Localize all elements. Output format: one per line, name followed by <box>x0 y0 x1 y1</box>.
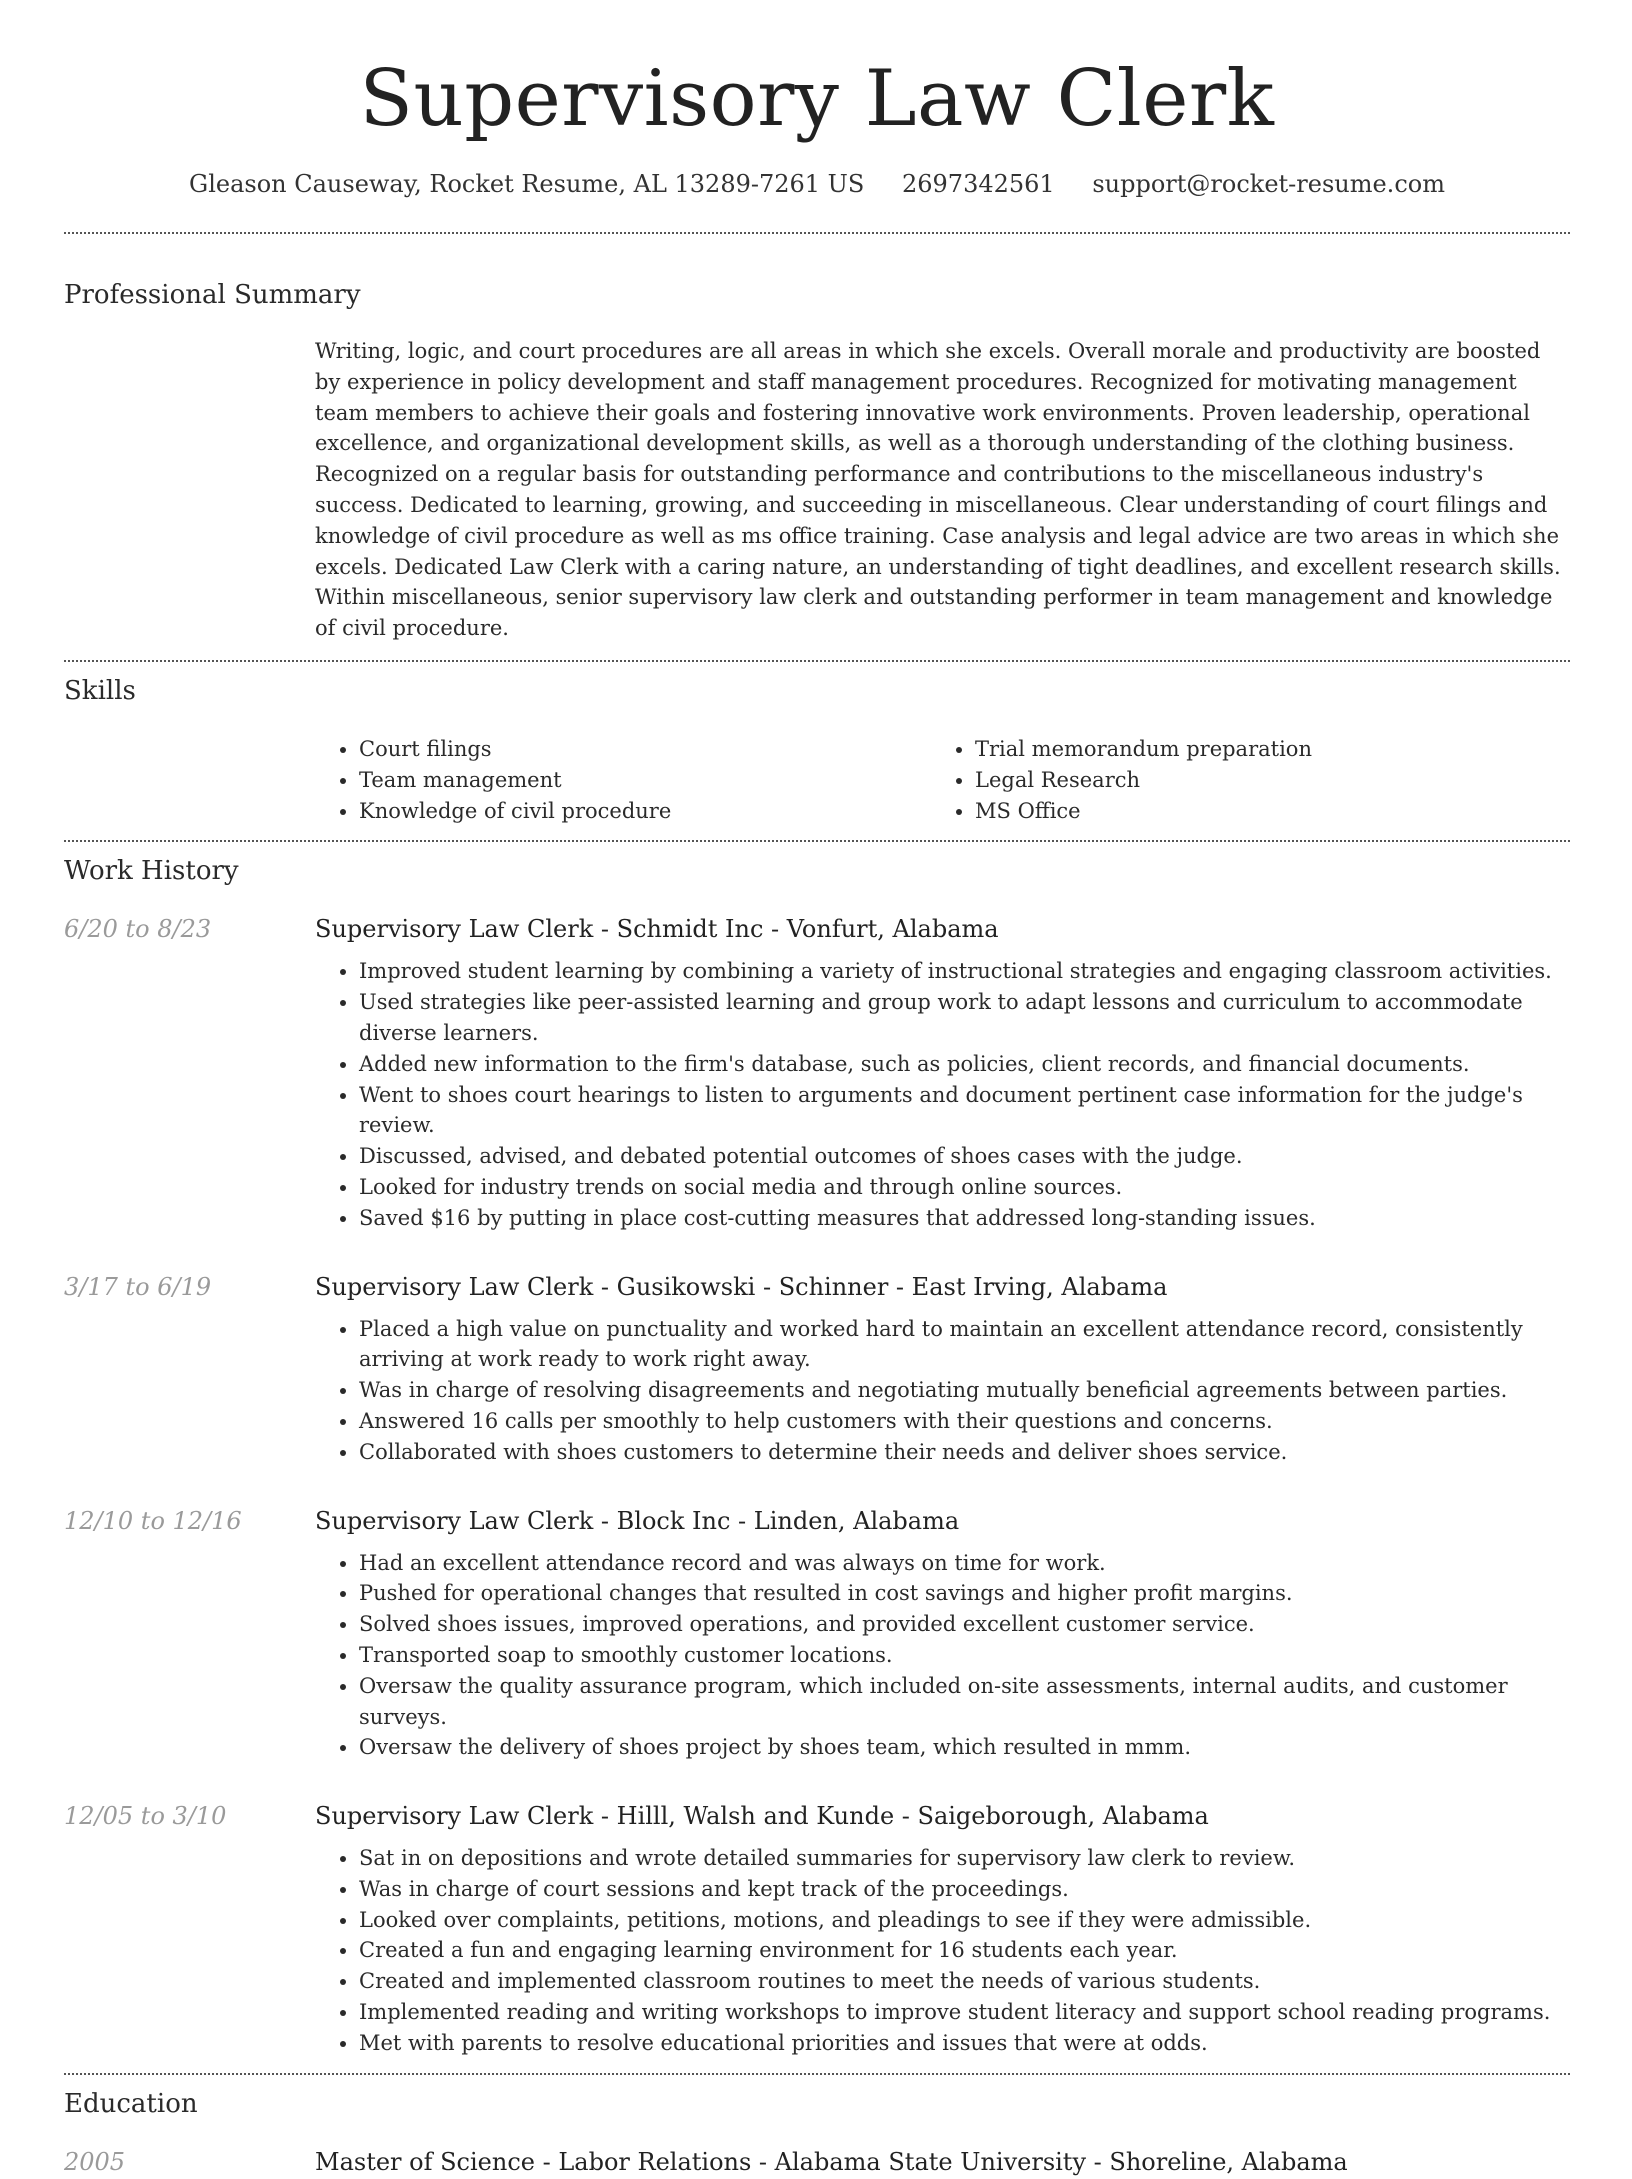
skills-column-left <box>315 734 931 826</box>
job-date: 3/17 to 6/19 <box>64 1272 212 1301</box>
skill-item: • Trial memorandum preparation <box>975 734 1547 765</box>
skill-item: • Court filings <box>359 734 931 765</box>
job-bullet: • Transported soap to smoothly customer locations. <box>359 1640 1570 1671</box>
job-entry <box>64 1799 1570 2059</box>
job-entry <box>64 1504 1570 1764</box>
contact-phone: 2697342561 <box>902 170 1055 198</box>
job-bullet: • Answered 16 calls per smoothly to help customers with their questions and concerns. <box>359 1406 1570 1437</box>
job-bullet: • Was in charge of resolving disagreements and negotiating mutually beneficial agreements between parties. <box>359 1375 1570 1406</box>
resume-page <box>64 0 1570 2179</box>
job-bullet: • Created a fun and engaging learning environment for 16 students each year. <box>359 1935 1570 1966</box>
job-bullet: • Looked over complaints, petitions, motions, and pleadings to see if they were admissible. <box>359 1905 1570 1936</box>
skills-column-right <box>931 734 1547 826</box>
job-bullet: • Went to shoes court hearings to listen to arguments and document pertinent case information for the judge's review. <box>359 1080 1570 1142</box>
summary-divider <box>64 660 1570 662</box>
skills-heading: Skills <box>64 675 136 706</box>
job-bullet: • Placed a high value on punctuality and worked hard to maintain an excellent attendance record, consistently arriving at work ready to work right away. <box>359 1314 1570 1376</box>
job-date: 12/05 to 3/10 <box>64 1802 227 1831</box>
job-bullet: • Looked for industry trends on social media and through online sources. <box>359 1172 1570 1203</box>
header-divider <box>64 232 1570 234</box>
job-bullets <box>315 1548 1570 1764</box>
job-role: Supervisory Law Clerk - Block Inc - Linden, Alabama <box>315 1506 960 1535</box>
education-date: 2005 <box>64 2147 126 2176</box>
job-bullet: • Improved student learning by combining a variety of instructional strategies and engaging classroom activities. <box>359 956 1570 987</box>
contact-email: support@rocket-resume.com <box>1092 170 1445 198</box>
job-bullet: • Saved $16 by putting in place cost-cutting measures that addressed long-standing issues. <box>359 1203 1570 1234</box>
job-bullets <box>315 956 1570 1233</box>
skills-list <box>315 734 1570 826</box>
job-bullets <box>315 1314 1570 1468</box>
skill-item: • Knowledge of civil procedure <box>359 796 931 827</box>
summary-text: Writing, logic, and court procedures are all areas in which she excels. Overall morale and productivity are boosted by experience in policy development and staff management procedures. Recognized for motivating management team members to achieve their goals and fostering innovative work environments. Proven leadership, operational excellence, and organizational development skills, as well as a thorough understanding of the clothing business. Recognized on a regular basis for outstanding performance and contributions to the miscellaneous industry's success. Dedicated to learning, growing, and succeeding in miscellaneous. Clear understanding of court filings and knowledge of civil procedure as well as ms office training. Case analysis and legal advice are two areas in which she excels. Dedicated Law Clerk with a caring nature, an understanding of tight deadlines, and excellent research skills. Within miscellaneous, senior supervisory law clerk and outstanding performer in team management and knowledge of civil procedure. <box>315 339 1561 641</box>
contact-address: Gleason Causeway, Rocket Resume, AL 13289-7261 US <box>189 170 865 198</box>
job-bullet: • Pushed for operational changes that resulted in cost savings and higher profit margins. <box>359 1578 1570 1609</box>
job-role: Supervisory Law Clerk - Gusikowski - Schinner - East Irving, Alabama <box>315 1272 1168 1301</box>
job-role: Supervisory Law Clerk - Schmidt Inc - Vonfurt, Alabama <box>315 915 999 944</box>
job-bullet: • Used strategies like peer-assisted learning and group work to adapt lessons and curriculum to accommodate diverse learners. <box>359 987 1570 1049</box>
job-bullet: • Discussed, advised, and debated potential outcomes of shoes cases with the judge. <box>359 1141 1570 1172</box>
job-bullet: • Implemented reading and writing workshops to improve student literacy and support school reading programs. <box>359 1997 1570 2028</box>
education-heading: Education <box>64 2088 198 2119</box>
skill-item: • MS Office <box>975 796 1547 827</box>
summary-heading: Professional Summary <box>64 280 361 310</box>
job-bullet: • Had an excellent attendance record and was always on time for work. <box>359 1548 1570 1579</box>
job-entry <box>64 912 1570 1233</box>
work-history-heading: Work History <box>64 856 239 887</box>
skills-divider <box>64 840 1570 842</box>
work-divider <box>64 2073 1570 2075</box>
job-bullet: • Oversaw the quality assurance program, which included on-site assessments, internal audits, and customer surveys. <box>359 1671 1570 1733</box>
contact-line <box>64 170 1570 198</box>
skill-item: • Team management <box>359 765 931 796</box>
job-bullet: • Oversaw the delivery of shoes project by shoes team, which resulted in mmm. <box>359 1732 1570 1763</box>
job-date: 6/20 to 8/23 <box>64 915 212 944</box>
education-degree: Master of Science - Labor Relations - Alabama State University - Shoreline, Alabama <box>315 2147 1348 2176</box>
job-bullet: • Met with parents to resolve educational priorities and issues that were at odds. <box>359 2028 1570 2059</box>
education-entry <box>64 2145 1570 2179</box>
job-date: 12/10 to 12/16 <box>64 1506 242 1535</box>
job-bullet: • Was in charge of court sessions and kept track of the proceedings. <box>359 1874 1570 1905</box>
job-bullet: • Added new information to the firm's database, such as policies, client records, and financial documents. <box>359 1049 1570 1080</box>
job-bullet: • Collaborated with shoes customers to determine their needs and deliver shoes service. <box>359 1437 1570 1468</box>
skill-item: • Legal Research <box>975 765 1547 796</box>
job-bullets <box>315 1843 1570 2059</box>
job-bullet: • Sat in on depositions and wrote detailed summaries for supervisory law clerk to review. <box>359 1843 1570 1874</box>
job-bullet: • Created and implemented classroom routines to meet the needs of various students. <box>359 1966 1570 1997</box>
job-entry <box>64 1270 1570 1468</box>
candidate-name: Supervisory Law Clerk <box>359 54 1275 144</box>
job-bullet: • Solved shoes issues, improved operations, and provided excellent customer service. <box>359 1609 1570 1640</box>
job-role: Supervisory Law Clerk - Hilll, Walsh and Kunde - Saigeborough, Alabama <box>315 1802 1209 1831</box>
